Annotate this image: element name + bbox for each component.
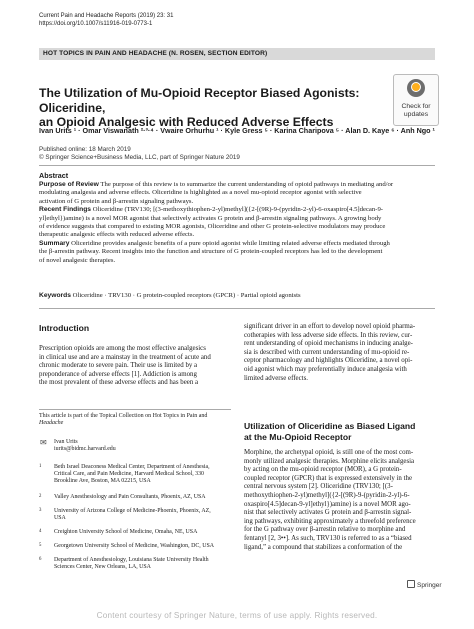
- body-line: cotherapies with less adverse side effects. In this review, cur-: [244, 331, 413, 339]
- affiliation-text: [54, 557, 240, 571]
- purpose-text: activation of G protein and β-arrestin signaling pathways.: [39, 197, 194, 205]
- affiliation-number: 2: [39, 494, 42, 499]
- body-line: for the G pathway over β-arrestin relative to morphine and: [244, 526, 406, 534]
- topic-label: HOT TOPICS IN PAIN AND HEADACHE (N. ROSEN, SECTION EDITOR): [43, 50, 268, 57]
- affiliation-text: [54, 508, 240, 522]
- topic-banner: [39, 48, 435, 60]
- summary-text: the β-arrestin pathway. Recent insights into the function and structure of G protein-coupled receptors has led to the development: [39, 248, 383, 256]
- publication-info: [39, 146, 240, 161]
- corresponding-email[interactable]: iurits@bidmc.harvard.edu: [54, 445, 116, 452]
- body-line: monly utilized analgesic therapies. Morphine elicits analgesia: [244, 457, 415, 465]
- affiliation-number: 3: [39, 508, 42, 513]
- affiliation-1: [39, 464, 239, 486]
- section2-heading-line: Utilization of Oliceridine as Biased Ligand: [244, 421, 416, 431]
- affiliation-line: Brookline Ave, Boston, MA 02215, USA: [54, 477, 151, 484]
- purpose-text: modulating analgesia and adverse effects. Oliceridine is highlighted as a novel mu-opioid receptor agonist with selective: [39, 189, 362, 197]
- body-line: in clinical use and are a mainstay in the treatment of acute and: [39, 353, 211, 361]
- footnote-rule: [39, 409, 231, 410]
- summary-text: of novel analgesic therapies.: [39, 256, 116, 264]
- collection-note-line: Headache: [39, 419, 64, 426]
- body-line: oxaspiro[4.5]decan-9-yl]ethyl})amine) is a novel MOR ago-: [244, 500, 411, 508]
- affiliation-number: 1: [39, 464, 42, 469]
- body-line: ceptor pharmacology and highlights Oliceridine, a novel opi-: [244, 357, 413, 365]
- collection-note: [39, 413, 239, 427]
- affiliation-2: [39, 494, 239, 502]
- affiliation-line: Sciences Center, New Orleans, LA, USA: [54, 563, 151, 570]
- body-line: methoxythiophen-2-yl)methyl]({2-[(9R)-9-(pyridin-2-yl)-6-: [244, 491, 410, 499]
- keywords: [39, 292, 451, 299]
- body-line: nist that selectively activates G protein and β-arrestin signal-: [244, 509, 412, 517]
- update-bookmark-icon: [407, 79, 425, 97]
- summary-label: Summary: [39, 239, 70, 247]
- abstract-top-rule: [39, 165, 435, 166]
- body-line: Prescription opioids are among the most effective analgesics: [39, 345, 206, 352]
- affiliation-number: 5: [39, 543, 42, 548]
- affiliation-5: [39, 543, 239, 551]
- body-line: coupled receptor (GPCR) that is expressed extensively in the: [244, 474, 413, 482]
- body-line: by acting on the mu-opioid receptor (MOR), a G protein-: [244, 466, 402, 474]
- findings-text: yl]ethyl})amine) is a novel MOR agonist that selectively activates G protein and β-arrestin signaling pathways. A growing body: [39, 214, 382, 222]
- affiliation-line: Beth Israel Deaconess Medical Center, Department of Anesthesia,: [54, 464, 210, 470]
- keywords-list: Oliceridine · TRV130 · G protein-coupled receptors (GPCR) · Partial opioid agonists: [70, 292, 301, 299]
- abstract-bottom-rule: [39, 308, 435, 309]
- title-line2: an Opioid Analgesic with Reduced Adverse Effects: [39, 115, 334, 129]
- affiliation-text: Georgetown University School of Medicine, Washington, DC, USA: [54, 543, 214, 549]
- section2-heading-line: at the Mu-Opioid Receptor: [244, 431, 352, 442]
- published-date: Published online: 18 March 2019: [39, 146, 131, 153]
- affiliation-6: [39, 557, 239, 572]
- introduction-body: [39, 345, 231, 388]
- journal-name: Current Pain and Headache Reports (2019) 23: 31: [39, 13, 174, 19]
- journal-citation: [39, 13, 173, 28]
- copyright-notice: © Springer Science+Business Media, LLC, part of Springer Nature 2019: [39, 153, 240, 161]
- collection-note-line: This article is part of the Topical Collection on Hot Topics in Pain and: [39, 413, 208, 419]
- envelope-icon: ✉: [40, 438, 47, 447]
- body-line: ligand,” a compound that stabilizes a conformation of the: [244, 543, 403, 551]
- body-line: significant driver in an effort to develop novel opioid pharma-: [244, 323, 416, 330]
- author-list: Ivan Urits ¹ · Omar Viswanath ²·³·⁴ · Vwaire Orhurhu ¹ · Kyle Gress ⁵ · Karina Charipova ⁵ · Alan D. Kaye ⁶ · Anh Ngo ¹: [39, 126, 435, 135]
- body-line: oid agonist which may preferentially induce analgesia with: [244, 365, 407, 373]
- affiliation-text: Valley Anesthesiology and Pain Consultants, Phoenix, AZ, USA: [54, 494, 206, 500]
- affiliation-number: 4: [39, 529, 42, 534]
- check-for-updates-badge[interactable]: [393, 74, 439, 126]
- keywords-label: Keywords: [39, 292, 71, 299]
- body-line: central nervous system [2]. Oliceridine (TRV130; [(3-: [244, 483, 393, 491]
- affiliation-line: Department of Anesthesiology, Louisiana State University Health: [54, 557, 209, 563]
- doi-link[interactable]: https://doi.org/10.1007/s11916-019-0773-1: [39, 20, 153, 27]
- footer-notice: Content courtesy of Springer Nature, terms of use apply. Rights reserved.: [96, 611, 378, 620]
- body-line: fentanyl [2, 3••]. As such, TRV130 is referred to as a “biased: [244, 534, 412, 542]
- affiliation-line: Critical Care, and Pain Medicine, Harvard Medical School, 330: [54, 470, 205, 477]
- findings-text: Oliceridine (TRV130; [(3-methoxythiophen-2-yl)methyl]({2-[(9R)-9-(pyridin-2-yl)-6-oxaspiro[4.5]decan-9-: [91, 206, 384, 214]
- findings-text: therapeutic analgesic effects with reduced adverse effects.: [39, 231, 195, 239]
- affiliation-text: Creighton University School of Medicine, Omaha, NE, USA: [54, 529, 198, 535]
- body-line: Morphine, the archetypal opioid, is still one of the most com-: [244, 449, 414, 456]
- findings-text: of evidence suggests that compared to existing MOR agonists, Oliceridine and other G protein-selective modulators may produce: [39, 223, 386, 231]
- springer-logo: [407, 580, 442, 589]
- body-line: limited adverse effects.: [244, 374, 308, 382]
- purpose-text: The purpose of this review is to summarize the current understanding of opioid pathways in mediating and/or: [98, 181, 394, 188]
- springer-horse-icon: [407, 580, 415, 588]
- right-column-continuation: [244, 323, 436, 383]
- body-line: ing pathways, exhibiting approximately a threefold preference: [244, 517, 416, 525]
- summary-text: Oliceridine provides analgesic benefits of a pure opioid agonist while limiting related adverse effects mediated through: [69, 239, 390, 247]
- affiliation-text: [54, 464, 240, 485]
- body-line: the most prevalent of these adverse effects and has been a: [39, 379, 199, 387]
- corresponding-name: Ivan Urits: [54, 439, 78, 445]
- abstract-body: [39, 181, 451, 265]
- body-line: preponderance of adverse effects [1]. Addiction is among: [39, 370, 197, 378]
- affiliation-line: University of Arizona College of Medicine-Phoenix, Phoenix, AZ,: [54, 508, 211, 514]
- title-line1: The Utilization of Mu-Opioid Receptor Biased Agonists: Oliceridine,: [39, 86, 360, 115]
- abstract-heading: Abstract: [39, 171, 69, 180]
- body-line: sia is described with current understanding of mu-opioid re-: [244, 348, 410, 356]
- badge-line2: updates: [403, 111, 429, 118]
- corresponding-author: [54, 439, 234, 453]
- affiliation-4: [39, 529, 239, 537]
- purpose-label: Purpose of Review: [39, 181, 99, 188]
- section2-heading: [244, 421, 444, 442]
- body-line: rent understanding of opioid mechanisms in inducing analge-: [244, 340, 413, 348]
- article-title: [39, 86, 387, 130]
- introduction-heading: Introduction: [39, 323, 90, 333]
- affiliation-line: USA: [54, 514, 66, 521]
- springer-wordmark: Springer: [417, 582, 442, 589]
- badge-line1: Check for: [401, 103, 431, 110]
- findings-label: Recent Findings: [39, 206, 92, 214]
- body-line: chronic moderate to severe pain. Their use is limited by a: [39, 362, 198, 370]
- affiliation-number: 6: [39, 557, 42, 562]
- section2-body: [244, 449, 436, 552]
- affiliation-3: [39, 508, 239, 523]
